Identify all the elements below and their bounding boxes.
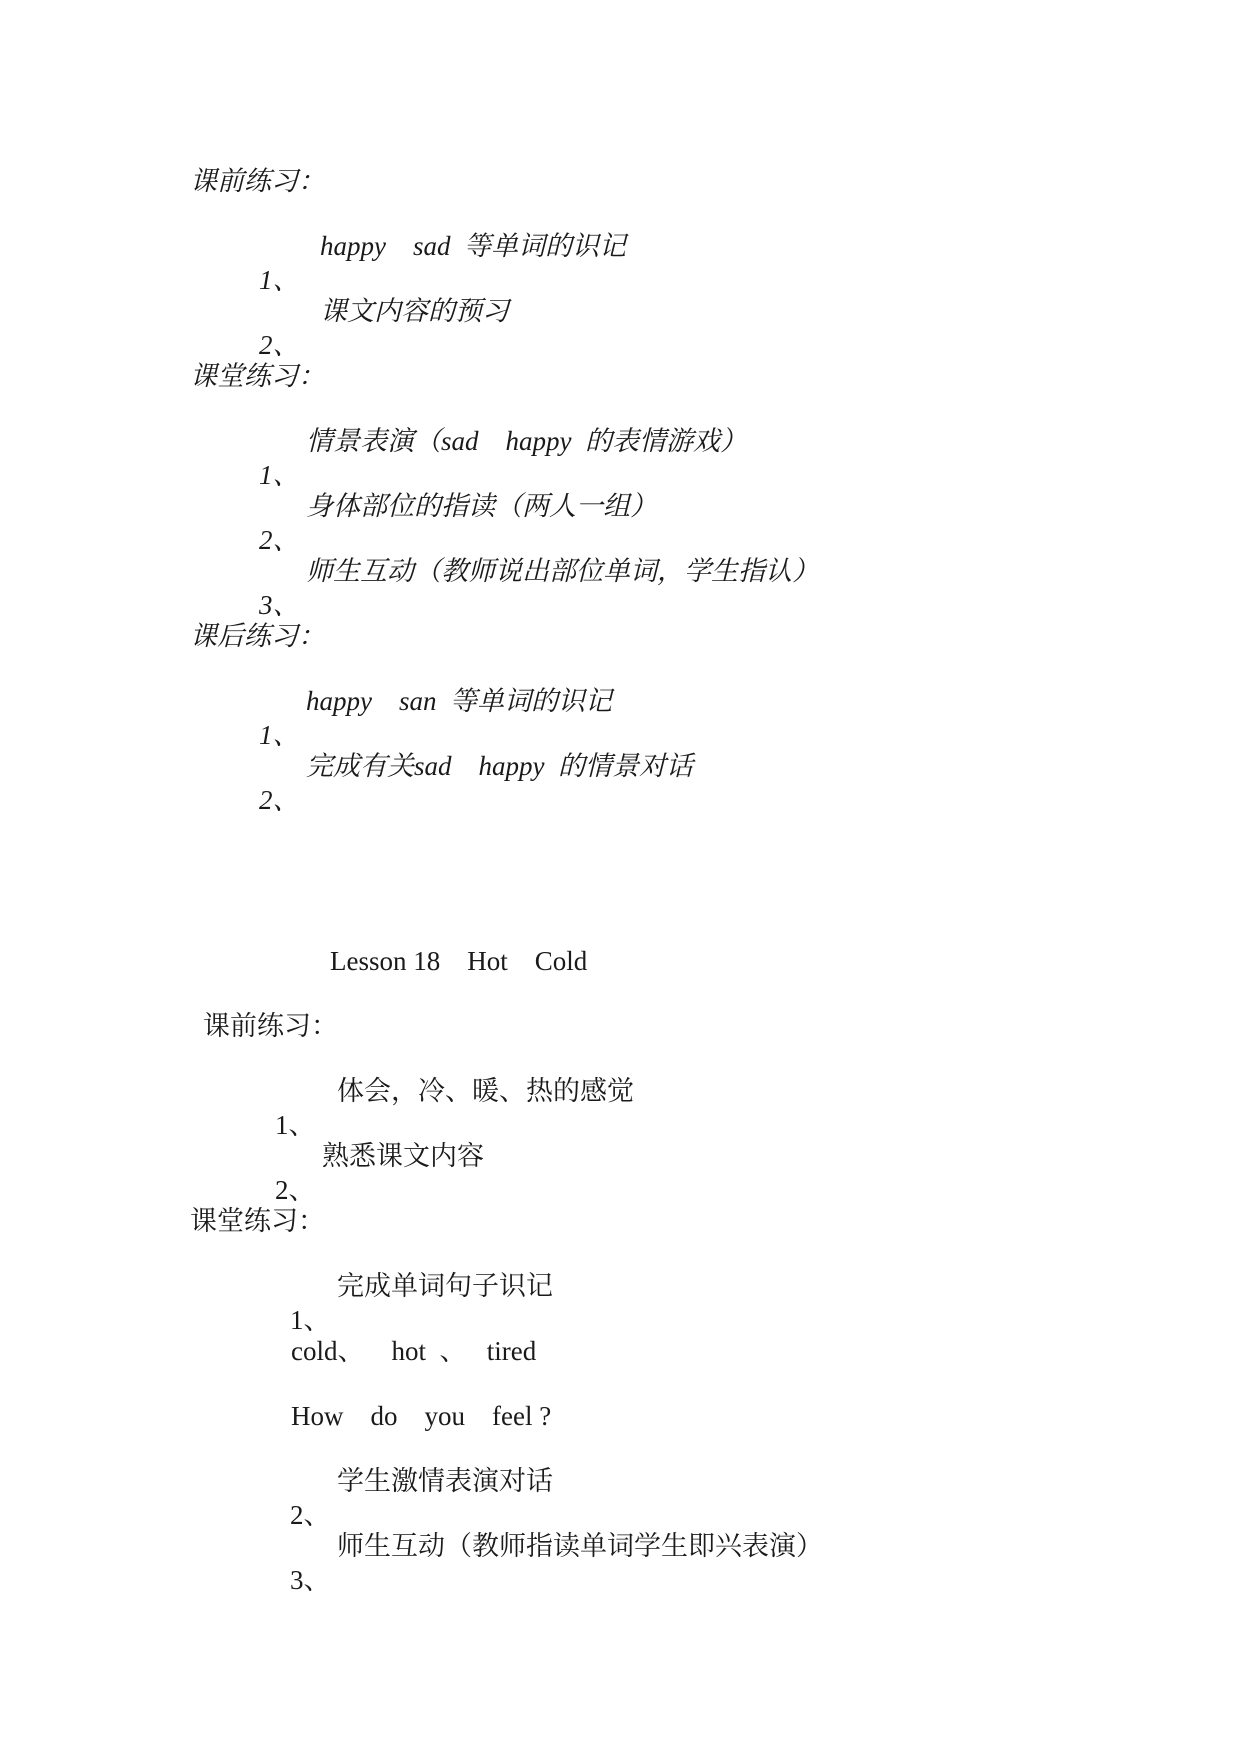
- section1-after-item-1-text: happy san 等单词的识记: [306, 686, 612, 716]
- section2-class-item-3-text: 师生互动（教师指读单词学生即兴表演）: [337, 1531, 823, 1561]
- section1-before-heading: 课前练习：: [190, 166, 325, 196]
- section2-class-item-1-text: 完成单词句子识记: [337, 1271, 553, 1301]
- item-number: 1、: [259, 265, 300, 295]
- section1-before-item-2-text: 课文内容的预习: [320, 296, 509, 326]
- section2-class-heading: 课堂练习：: [190, 1206, 325, 1236]
- section1-class-heading: 课堂练习：: [190, 361, 325, 391]
- section1-class-item-1-text: 情景表演（sad happy 的表情游戏）: [306, 426, 747, 456]
- lesson-title: Lesson 18 Hot Cold: [330, 946, 588, 976]
- section2-before-item-1-text: 体会，冷、暖、热的感觉: [337, 1076, 634, 1106]
- section1-after-heading: 课后练习：: [190, 621, 325, 651]
- item-number: 2、: [259, 785, 300, 815]
- section2-words-line: cold、 hot 、 tired: [291, 1336, 537, 1366]
- section1-class-item-2-text: 身体部位的指读（两人一组）: [306, 491, 657, 521]
- item-number: 1、: [275, 1110, 316, 1140]
- section1-after-item-2-text: 完成有关sad happy 的情景对话: [306, 751, 693, 781]
- section2-before-item-2-text: 熟悉课文内容: [322, 1141, 484, 1171]
- item-number: 2、: [290, 1500, 331, 1530]
- item-number: 1、: [290, 1305, 331, 1335]
- item-number: 3、: [290, 1565, 331, 1595]
- section1-after-item-2: [232, 749, 300, 851]
- item-number: 1、: [259, 460, 300, 490]
- item-number: 3、: [259, 590, 300, 620]
- section2-before-heading: 课前练习：: [203, 1011, 338, 1041]
- section1-class-item-3-text: 师生互动（教师说出部位单词，学生指认）: [306, 556, 819, 586]
- item-number: 2、: [259, 330, 300, 360]
- section1-before-item-1-text: happy sad 等单词的识记: [320, 231, 626, 261]
- section2-sentence-line: How do you feel ?: [291, 1401, 552, 1431]
- section2-class-item-2-text: 学生激情表演对话: [337, 1466, 553, 1496]
- item-number: 2、: [259, 525, 300, 555]
- item-number: 1、: [259, 720, 300, 750]
- section2-class-item-3: [263, 1529, 331, 1631]
- item-number: 2、: [275, 1175, 316, 1205]
